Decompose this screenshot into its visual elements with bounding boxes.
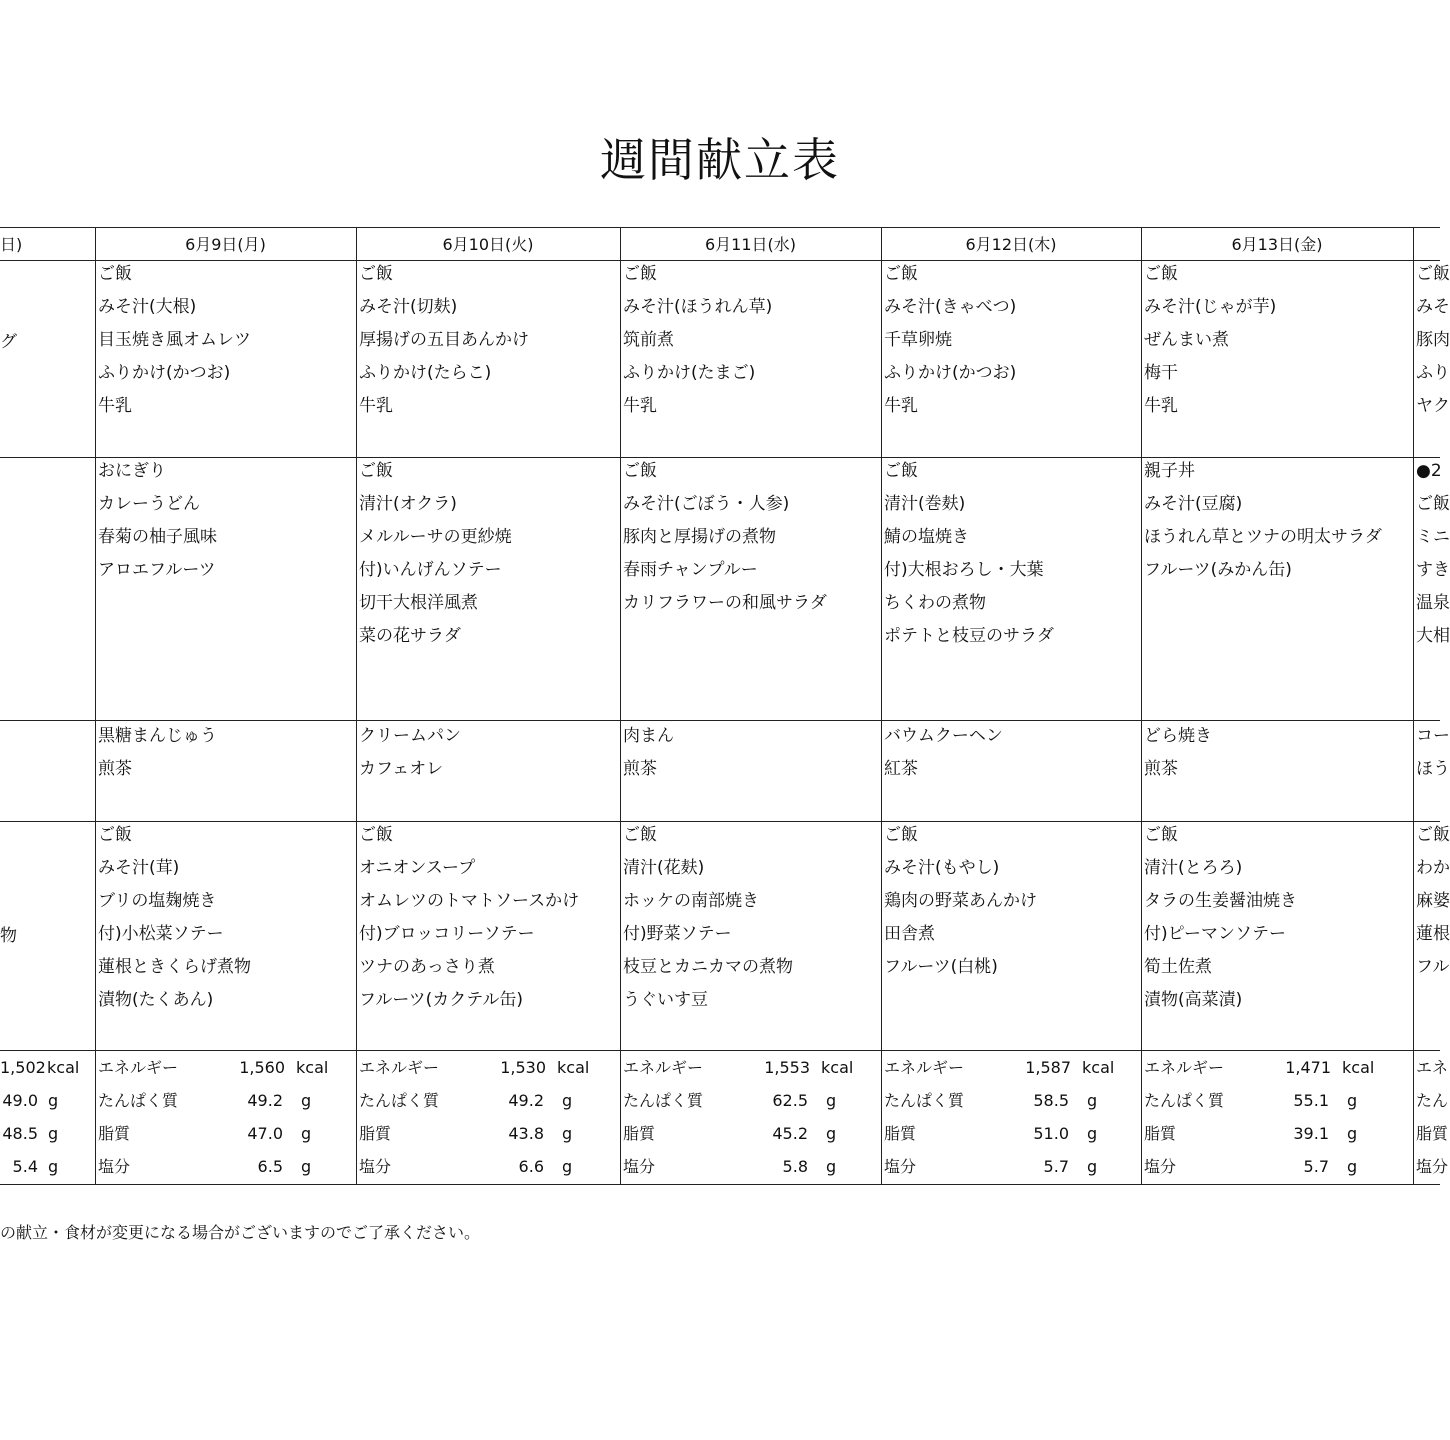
dinner-item: ツナのあっさり煮 bbox=[359, 957, 495, 977]
nutrition-label: 塩分 bbox=[623, 1157, 656, 1176]
left-partial-nutrition-unit: g bbox=[48, 1091, 59, 1110]
table-rule-horizontal bbox=[0, 1050, 1440, 1051]
right-partial-lunch-item: ミニ bbox=[1416, 527, 1450, 547]
lunch-item: カレーうどん bbox=[98, 494, 200, 514]
dinner-item: オムレツのトマトソースかけ bbox=[359, 891, 580, 911]
dinner-item: タラの生姜醤油焼き bbox=[1144, 891, 1297, 911]
nutrition-label: 塩分 bbox=[98, 1157, 131, 1176]
right-partial-dinner-item: フル bbox=[1416, 957, 1450, 977]
breakfast-item: みそ汁(じゃが芋) bbox=[1144, 297, 1277, 317]
nutrition-unit: g bbox=[826, 1091, 837, 1110]
table-rule-vertical bbox=[1413, 227, 1414, 1184]
breakfast-item: ふりかけ(かつお) bbox=[98, 363, 231, 383]
lunch-item: 付)いんげんソテー bbox=[359, 560, 502, 580]
nutrition-unit: g bbox=[562, 1157, 573, 1176]
dinner-item: 田舎煮 bbox=[884, 924, 935, 944]
dinner-item: みそ汁(茸) bbox=[98, 858, 180, 878]
nutrition-unit: kcal bbox=[296, 1058, 329, 1077]
dinner-item: ご飯 bbox=[359, 825, 393, 845]
dinner-item: 付)ピーマンソテー bbox=[1144, 924, 1286, 944]
nutrition-value: 39.1 bbox=[1293, 1124, 1329, 1143]
dinner-item: 鶏肉の野菜あんかけ bbox=[884, 891, 1037, 911]
lunch-item: おにぎり bbox=[98, 461, 166, 481]
lunch-item: メルルーサの更紗焼 bbox=[359, 527, 512, 547]
left-partial-nutrition-value: 48.5 bbox=[2, 1124, 38, 1143]
breakfast-item: 牛乳 bbox=[98, 396, 132, 416]
day-header: 6月10日(火) bbox=[442, 235, 534, 254]
right-partial-breakfast-item: ご飯 bbox=[1416, 264, 1450, 284]
day-header: 6月13日(金) bbox=[1231, 235, 1323, 254]
right-partial-snack-item: ほう bbox=[1416, 759, 1450, 779]
nutrition-value: 5.7 bbox=[1303, 1157, 1329, 1176]
snack-item: 煎茶 bbox=[623, 759, 657, 779]
dinner-item: みそ汁(もやし) bbox=[884, 858, 1000, 878]
breakfast-item: ふりかけ(たらこ) bbox=[359, 363, 492, 383]
breakfast-item: 牛乳 bbox=[884, 396, 918, 416]
right-partial-breakfast-item: ヤク bbox=[1416, 396, 1450, 416]
dinner-item: フルーツ(カクテル缶) bbox=[359, 990, 524, 1010]
lunch-item: カリフラワーの和風サラダ bbox=[623, 593, 827, 613]
left-partial-nutrition-unit: g bbox=[48, 1157, 59, 1176]
dinner-item: ご飯 bbox=[1144, 825, 1178, 845]
snack-item: 黒糖まんじゅう bbox=[98, 726, 217, 746]
lunch-item: 清汁(オクラ) bbox=[359, 494, 457, 514]
nutrition-value: 1,560 bbox=[239, 1058, 285, 1077]
lunch-item: 付)大根おろし・大葉 bbox=[884, 560, 1044, 580]
left-partial-dinner-fragment: 物 bbox=[0, 926, 17, 946]
lunch-item: 親子丼 bbox=[1144, 461, 1195, 481]
right-partial-nutrition-label: エネ bbox=[1416, 1058, 1449, 1077]
right-partial-nutrition-label: 脂質 bbox=[1416, 1124, 1449, 1143]
left-partial-nutrition-value: 5.4 bbox=[12, 1157, 38, 1176]
breakfast-item: 千草卵焼 bbox=[884, 330, 952, 350]
breakfast-item: ご飯 bbox=[98, 264, 132, 284]
right-partial-snack-item: コー bbox=[1416, 726, 1450, 746]
lunch-item: ご飯 bbox=[623, 461, 657, 481]
table-rule-horizontal bbox=[0, 457, 1440, 458]
right-partial-lunch-item: ●2 bbox=[1416, 461, 1442, 481]
nutrition-unit: g bbox=[301, 1091, 312, 1110]
dinner-item: うぐいす豆 bbox=[623, 990, 708, 1010]
dinner-item: 蓮根ときくらげ煮物 bbox=[98, 957, 251, 977]
breakfast-item: ご飯 bbox=[1144, 264, 1178, 284]
nutrition-unit: g bbox=[1347, 1157, 1358, 1176]
dinner-item: 漬物(たくあん) bbox=[98, 990, 214, 1010]
breakfast-item: 目玉焼き風オムレツ bbox=[98, 330, 251, 350]
nutrition-label: 脂質 bbox=[884, 1124, 917, 1143]
snack-item: 肉まん bbox=[623, 726, 674, 746]
nutrition-value: 49.2 bbox=[247, 1091, 283, 1110]
dinner-item: ご飯 bbox=[884, 825, 918, 845]
nutrition-value: 1,471 bbox=[1285, 1058, 1331, 1077]
dinner-item: オニオンスープ bbox=[359, 858, 476, 878]
nutrition-unit: g bbox=[301, 1157, 312, 1176]
lunch-item: 清汁(巻麸) bbox=[884, 494, 966, 514]
nutrition-unit: g bbox=[1087, 1091, 1098, 1110]
table-rule-vertical bbox=[881, 227, 882, 1184]
lunch-item: ほうれん草とツナの明太サラダ bbox=[1144, 527, 1382, 547]
lunch-item: 春菊の柚子風味 bbox=[98, 527, 217, 547]
nutrition-unit: g bbox=[301, 1124, 312, 1143]
dinner-item: フルーツ(白桃) bbox=[884, 957, 998, 977]
lunch-item: アロエフルーツ bbox=[98, 560, 216, 580]
breakfast-item: 牛乳 bbox=[623, 396, 657, 416]
table-rule-horizontal bbox=[0, 720, 1440, 721]
table-rule-horizontal bbox=[0, 821, 1440, 822]
nutrition-unit: g bbox=[826, 1157, 837, 1176]
lunch-item: 切干大根洋風煮 bbox=[359, 593, 478, 613]
nutrition-label: エネルギー bbox=[623, 1058, 704, 1077]
right-partial-lunch-item: 大相 bbox=[1416, 626, 1450, 646]
lunch-item: みそ汁(豆腐) bbox=[1144, 494, 1243, 514]
dinner-item: ブリの塩麹焼き bbox=[98, 891, 217, 911]
nutrition-label: エネルギー bbox=[359, 1058, 440, 1077]
right-partial-nutrition-label: 塩分 bbox=[1416, 1157, 1449, 1176]
nutrition-value: 55.1 bbox=[1293, 1091, 1329, 1110]
nutrition-label: 塩分 bbox=[1144, 1157, 1177, 1176]
nutrition-label: たんぱく質 bbox=[1144, 1091, 1225, 1110]
breakfast-item: みそ汁(きゃべつ) bbox=[884, 297, 1017, 317]
nutrition-value: 6.5 bbox=[257, 1157, 283, 1176]
lunch-item: ご飯 bbox=[884, 461, 918, 481]
breakfast-item: みそ汁(大根) bbox=[98, 297, 197, 317]
nutrition-label: 脂質 bbox=[98, 1124, 131, 1143]
dinner-item: 筍土佐煮 bbox=[1144, 957, 1212, 977]
table-rule-horizontal bbox=[0, 1184, 1440, 1185]
right-partial-lunch-item: 温泉 bbox=[1416, 593, 1450, 613]
day-header: 6月9日(月) bbox=[185, 235, 266, 254]
breakfast-item: ご飯 bbox=[884, 264, 918, 284]
dinner-item: ホッケの南部焼き bbox=[623, 891, 759, 911]
lunch-item: 菜の花サラダ bbox=[359, 626, 461, 646]
breakfast-item: ご飯 bbox=[623, 264, 657, 284]
dinner-item: 清汁(とろろ) bbox=[1144, 858, 1243, 878]
left-partial-nutrition-unit: kcal bbox=[47, 1058, 80, 1077]
lunch-item: ポテトと枝豆のサラダ bbox=[884, 626, 1054, 646]
nutrition-value: 58.5 bbox=[1033, 1091, 1069, 1110]
lunch-item: みそ汁(ごぼう・人参) bbox=[623, 494, 790, 514]
day-header: 6月12日(木) bbox=[965, 235, 1057, 254]
snack-item: どら焼き bbox=[1144, 726, 1212, 746]
nutrition-value: 47.0 bbox=[247, 1124, 283, 1143]
lunch-item: ご飯 bbox=[359, 461, 393, 481]
breakfast-item: ふりかけ(かつお) bbox=[884, 363, 1017, 383]
nutrition-label: エネルギー bbox=[884, 1058, 965, 1077]
right-partial-nutrition-label: たん bbox=[1416, 1091, 1449, 1110]
nutrition-unit: g bbox=[1087, 1157, 1098, 1176]
nutrition-label: たんぱく質 bbox=[98, 1091, 179, 1110]
nutrition-label: エネルギー bbox=[98, 1058, 179, 1077]
nutrition-value: 5.8 bbox=[782, 1157, 808, 1176]
dinner-item: ご飯 bbox=[98, 825, 132, 845]
nutrition-label: たんぱく質 bbox=[884, 1091, 965, 1110]
nutrition-unit: kcal bbox=[821, 1058, 854, 1077]
breakfast-item: ぜんまい煮 bbox=[1144, 330, 1229, 350]
nutrition-unit: g bbox=[562, 1091, 573, 1110]
right-partial-dinner-item: わか bbox=[1416, 858, 1450, 878]
nutrition-value: 5.7 bbox=[1043, 1157, 1069, 1176]
left-partial-header: 日) bbox=[0, 235, 23, 254]
nutrition-unit: g bbox=[1087, 1124, 1098, 1143]
dinner-item: 清汁(花麸) bbox=[623, 858, 705, 878]
right-partial-breakfast-item: 豚肉 bbox=[1416, 330, 1450, 350]
nutrition-value: 1,587 bbox=[1025, 1058, 1071, 1077]
nutrition-label: たんぱく質 bbox=[359, 1091, 440, 1110]
nutrition-unit: g bbox=[1347, 1091, 1358, 1110]
snack-item: 煎茶 bbox=[1144, 759, 1178, 779]
nutrition-unit: g bbox=[1347, 1124, 1358, 1143]
dinner-item: 付)小松菜ソテー bbox=[98, 924, 224, 944]
breakfast-item: みそ汁(ほうれん草) bbox=[623, 297, 773, 317]
nutrition-label: 塩分 bbox=[359, 1157, 392, 1176]
table-rule-horizontal bbox=[0, 260, 1440, 261]
left-partial-nutrition-value: 1,502 bbox=[0, 1058, 46, 1077]
lunch-item: 鯖の塩焼き bbox=[884, 527, 969, 547]
left-partial-nutrition-value: 49.0 bbox=[2, 1091, 38, 1110]
nutrition-unit: g bbox=[826, 1124, 837, 1143]
dinner-item: 枝豆とカニカマの煮物 bbox=[623, 957, 793, 977]
breakfast-item: ふりかけ(たまご) bbox=[623, 363, 756, 383]
right-partial-lunch-item: すき bbox=[1416, 560, 1450, 580]
nutrition-unit: kcal bbox=[1342, 1058, 1375, 1077]
lunch-item: 豚肉と厚揚げの煮物 bbox=[623, 527, 776, 547]
nutrition-value: 1,553 bbox=[764, 1058, 810, 1077]
lunch-item: フルーツ(みかん缶) bbox=[1144, 560, 1292, 580]
table-rule-vertical bbox=[356, 227, 357, 1184]
lunch-item: 春雨チャンプルー bbox=[623, 560, 758, 580]
right-partial-dinner-item: 麻婆 bbox=[1416, 891, 1450, 911]
right-partial-dinner-item: ご飯 bbox=[1416, 825, 1450, 845]
breakfast-item: 牛乳 bbox=[1144, 396, 1178, 416]
right-partial-lunch-item: ご飯 bbox=[1416, 494, 1450, 514]
page-title: 週間献立表 bbox=[600, 133, 840, 187]
nutrition-value: 51.0 bbox=[1033, 1124, 1069, 1143]
dinner-item: 付)野菜ソテー bbox=[623, 924, 732, 944]
right-partial-dinner-item: 蓮根 bbox=[1416, 924, 1450, 944]
breakfast-item: 厚揚げの五目あんかけ bbox=[359, 330, 529, 350]
breakfast-item: 牛乳 bbox=[359, 396, 393, 416]
nutrition-unit: kcal bbox=[1082, 1058, 1115, 1077]
left-partial-nutrition-unit: g bbox=[48, 1124, 59, 1143]
breakfast-item: ご飯 bbox=[359, 264, 393, 284]
snack-item: 煎茶 bbox=[98, 759, 132, 779]
dinner-item: 漬物(高菜漬) bbox=[1144, 990, 1243, 1010]
lunch-item: ちくわの煮物 bbox=[884, 593, 986, 613]
nutrition-label: たんぱく質 bbox=[623, 1091, 704, 1110]
nutrition-value: 62.5 bbox=[772, 1091, 808, 1110]
nutrition-label: 脂質 bbox=[359, 1124, 392, 1143]
nutrition-label: 塩分 bbox=[884, 1157, 917, 1176]
nutrition-value: 49.2 bbox=[508, 1091, 544, 1110]
nutrition-label: 脂質 bbox=[1144, 1124, 1177, 1143]
snack-item: カフェオレ bbox=[359, 759, 444, 779]
breakfast-item: 筑前煮 bbox=[623, 330, 674, 350]
nutrition-value: 6.6 bbox=[518, 1157, 544, 1176]
snack-item: 紅茶 bbox=[884, 759, 918, 779]
snack-item: バウムクーヘン bbox=[884, 726, 1003, 746]
table-rule-horizontal bbox=[0, 227, 1440, 228]
snack-item: クリームパン bbox=[359, 726, 461, 746]
footnote: の献立・食材が変更になる場合がございますのでご了承ください。 bbox=[0, 1223, 481, 1242]
day-header: 6月11日(水) bbox=[704, 235, 797, 254]
dinner-item: ご飯 bbox=[623, 825, 657, 845]
left-partial-breakfast-fragment: グ bbox=[0, 332, 17, 352]
nutrition-unit: g bbox=[562, 1124, 573, 1143]
breakfast-item: 梅干 bbox=[1144, 363, 1178, 383]
right-partial-breakfast-item: ふり bbox=[1416, 363, 1450, 383]
nutrition-value: 1,530 bbox=[500, 1058, 546, 1077]
nutrition-label: 脂質 bbox=[623, 1124, 656, 1143]
nutrition-label: エネルギー bbox=[1144, 1058, 1225, 1077]
right-partial-breakfast-item: みそ bbox=[1416, 297, 1450, 317]
table-rule-vertical bbox=[95, 227, 96, 1184]
nutrition-value: 43.8 bbox=[508, 1124, 544, 1143]
nutrition-unit: kcal bbox=[557, 1058, 590, 1077]
table-rule-vertical bbox=[620, 227, 621, 1184]
breakfast-item: みそ汁(切麸) bbox=[359, 297, 458, 317]
table-rule-vertical bbox=[1141, 227, 1142, 1184]
nutrition-value: 45.2 bbox=[772, 1124, 808, 1143]
dinner-item: 付)ブロッコリーソテー bbox=[359, 924, 535, 944]
